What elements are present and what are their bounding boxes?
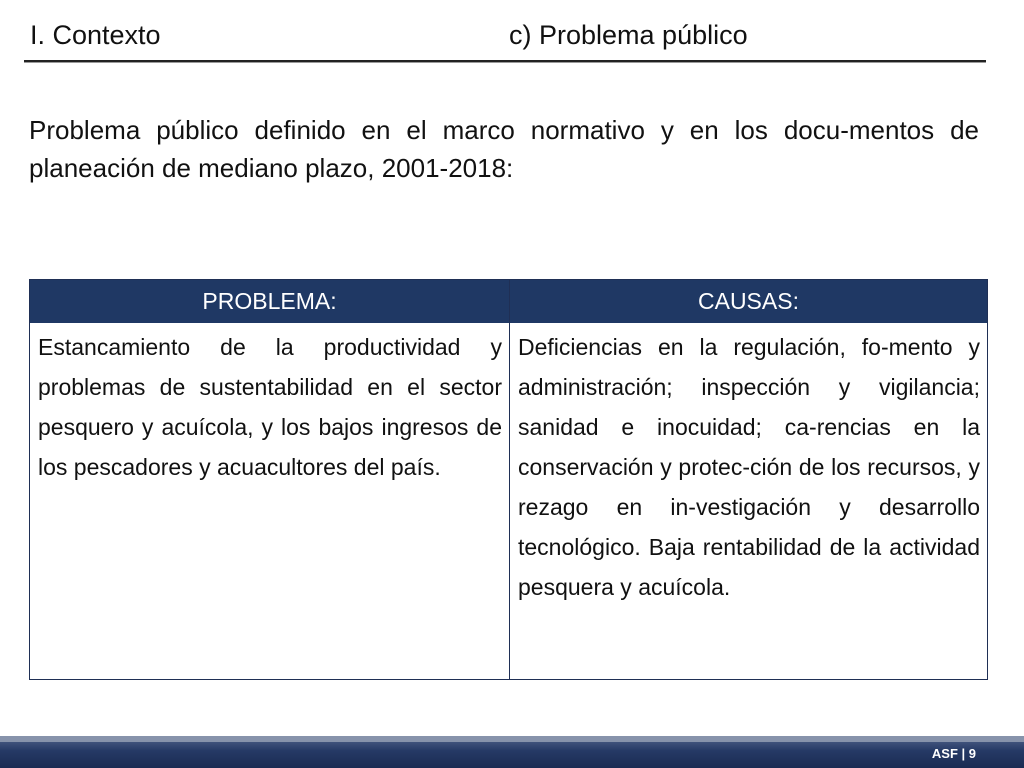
slide-header	[28, 16, 984, 56]
page-label: ASF | 9	[931, 746, 976, 761]
intro-paragraph: Problema público definido en el marco normativo y en los docu-mentos de planeación de mediano plazo, 2001-2018:	[29, 115, 979, 183]
section-title: I. Contexto	[30, 20, 161, 50]
causes-cell: Deficiencias en la regulación, fo-mento y administración; inspección y vigilancia; sanidad e inocuidad; ca-rencias en la conservación y protec-ción de los recursos, y rezago en in-vestigación y desarrollo tecnológico. Baja rentabilidad de la actividad pesquera y acuícola.	[518, 334, 980, 600]
footer-bar	[0, 736, 1024, 768]
subsection-title: c) Problema público	[509, 20, 748, 50]
problem-cell: Estancamiento de la productividad y problemas de sustentabilidad en el sector pesquero y acuícola, y los bajos ingresos de los pescadores y acuacultores del país.	[38, 334, 502, 480]
problem-causes-table	[29, 279, 988, 680]
causes-header: CAUSAS:	[510, 280, 987, 323]
table-column-divider	[509, 280, 510, 679]
problem-header: PROBLEMA:	[30, 280, 509, 323]
header-divider	[24, 60, 986, 63]
